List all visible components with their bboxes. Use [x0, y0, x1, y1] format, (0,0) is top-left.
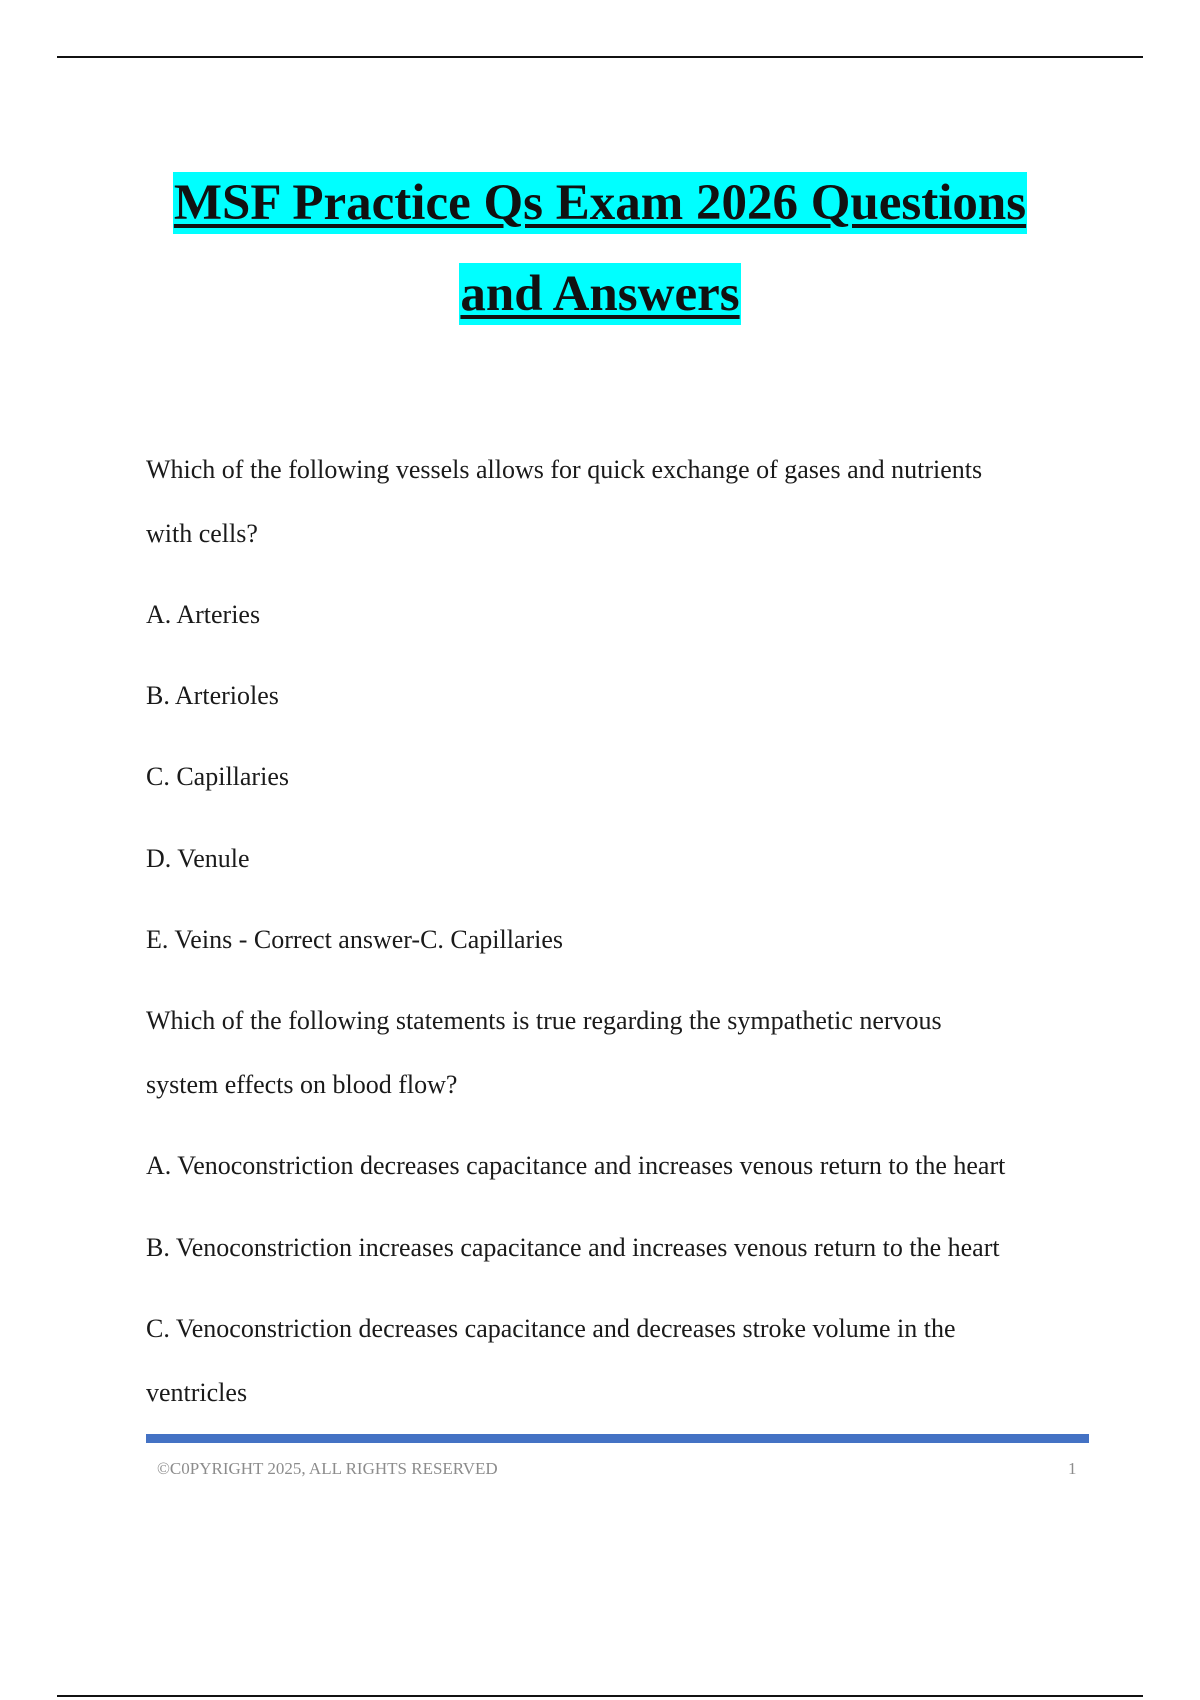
- question-2-text: Which of the following statements is true regarding the sympathetic nervous: [146, 1006, 942, 1035]
- question-1-text-cont: with cells?: [146, 519, 258, 548]
- title-line-1: MSF Practice Qs Exam 2026 Questions: [173, 172, 1027, 234]
- q1-option-a: A. Arteries: [146, 600, 261, 629]
- question-1-text: Which of the following vessels allows for quick exchange of gases and nutrients: [146, 455, 983, 484]
- title-line-2: and Answers: [459, 263, 740, 325]
- document-title: [0, 172, 1200, 325]
- question-2-text-cont: system effects on blood flow?: [146, 1070, 458, 1099]
- q2-option-c-cont: ventricles: [146, 1378, 248, 1407]
- q1-option-d: D. Venule: [146, 844, 250, 873]
- top-rule: [57, 56, 1143, 58]
- q1-option-e-answer: E. Veins - Correct answer-C. Capillaries: [146, 925, 564, 954]
- bottom-rule: [57, 1695, 1143, 1697]
- q1-option-b: B. Arterioles: [146, 681, 279, 710]
- footer-copyright: ©C0PYRIGHT 2025, ALL RIGHTS RESERVED: [157, 1459, 498, 1478]
- q2-option-b: B. Venoconstriction increases capacitance and increases venous return to the heart: [146, 1233, 1000, 1262]
- q1-option-c: C. Capillaries: [146, 762, 289, 791]
- q2-option-c: C. Venoconstriction decreases capacitance and decreases stroke volume in the: [146, 1314, 956, 1343]
- footer-bar: [146, 1434, 1089, 1443]
- q2-option-a: A. Venoconstriction decreases capacitance and increases venous return to the heart: [146, 1151, 1006, 1180]
- page-number: 1: [1068, 1459, 1077, 1478]
